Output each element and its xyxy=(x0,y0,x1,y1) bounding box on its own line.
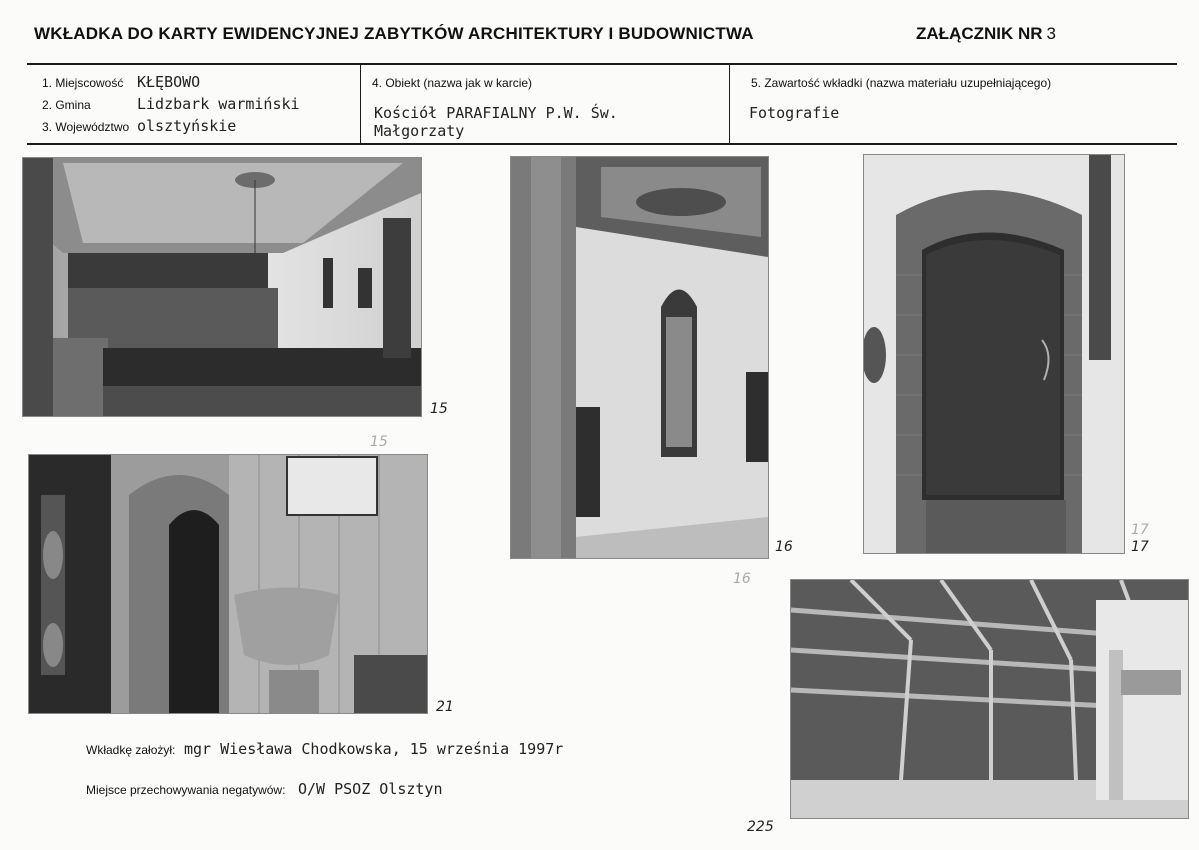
founded-by-value: mgr Wiesława Chodkowska, 15 września 1997r xyxy=(184,740,564,758)
contents-label: 5. Zawartość wkładki (nazwa materiału uzupełniającego) xyxy=(751,76,1052,90)
photo-ceiling-window xyxy=(510,156,769,559)
photo-stone-font xyxy=(28,454,428,714)
photo-brick-doorway xyxy=(863,154,1125,554)
voivodeship-value: olsztyńskie xyxy=(137,117,237,135)
table-bottom-rule xyxy=(27,143,1177,145)
photo-church-interior xyxy=(22,157,422,417)
object-value-line1: Kościół PARAFIALNY P.W. Św. xyxy=(374,104,618,122)
photo-number-225: 225 xyxy=(747,819,774,835)
column-divider-2 xyxy=(729,64,730,144)
commune-value: Lidzbark warmiński xyxy=(137,95,300,113)
locality-label: 1. Miejscowość xyxy=(42,76,124,90)
table-top-rule xyxy=(27,63,1177,65)
column-divider-1 xyxy=(360,64,361,144)
photo-number-16-faint: 16 xyxy=(733,571,751,587)
object-label: 4. Obiekt (nazwa jak w karcie) xyxy=(372,76,533,90)
photo-number-15-faint: 15 xyxy=(370,434,388,450)
negatives-storage-value: O/W PSOZ Olsztyn xyxy=(298,780,443,798)
object-value-line2: Małgorzaty xyxy=(374,122,465,140)
founded-by-label: Wkładkę założył: xyxy=(86,743,176,757)
photo-number-21: 21 xyxy=(436,699,454,715)
locality-value: KŁĘBOWO xyxy=(137,73,201,91)
photo-number-17-faint: 17 xyxy=(1131,522,1149,538)
annex-label-text: ZAŁĄCZNIK NR xyxy=(916,24,1043,43)
photo-number-17: 17 xyxy=(1131,539,1149,555)
contents-value: Fotografie xyxy=(749,104,840,122)
photo-number-15: 15 xyxy=(430,401,448,417)
commune-label: 2. Gmina xyxy=(42,98,91,112)
photo-roof-truss xyxy=(790,579,1189,819)
negatives-storage-label: Miejsce przechowywania negatywów: xyxy=(86,783,286,797)
photo-number-16: 16 xyxy=(775,539,793,555)
annex-number: 3 xyxy=(1046,24,1057,43)
voivodeship-label: 3. Województwo xyxy=(42,120,130,134)
annex-label xyxy=(916,24,1056,44)
form-title: WKŁADKA DO KARTY EWIDENCYJNEJ ZABYTKÓW ARCHITEKTURY I BUDOWNICTWA xyxy=(34,24,754,43)
